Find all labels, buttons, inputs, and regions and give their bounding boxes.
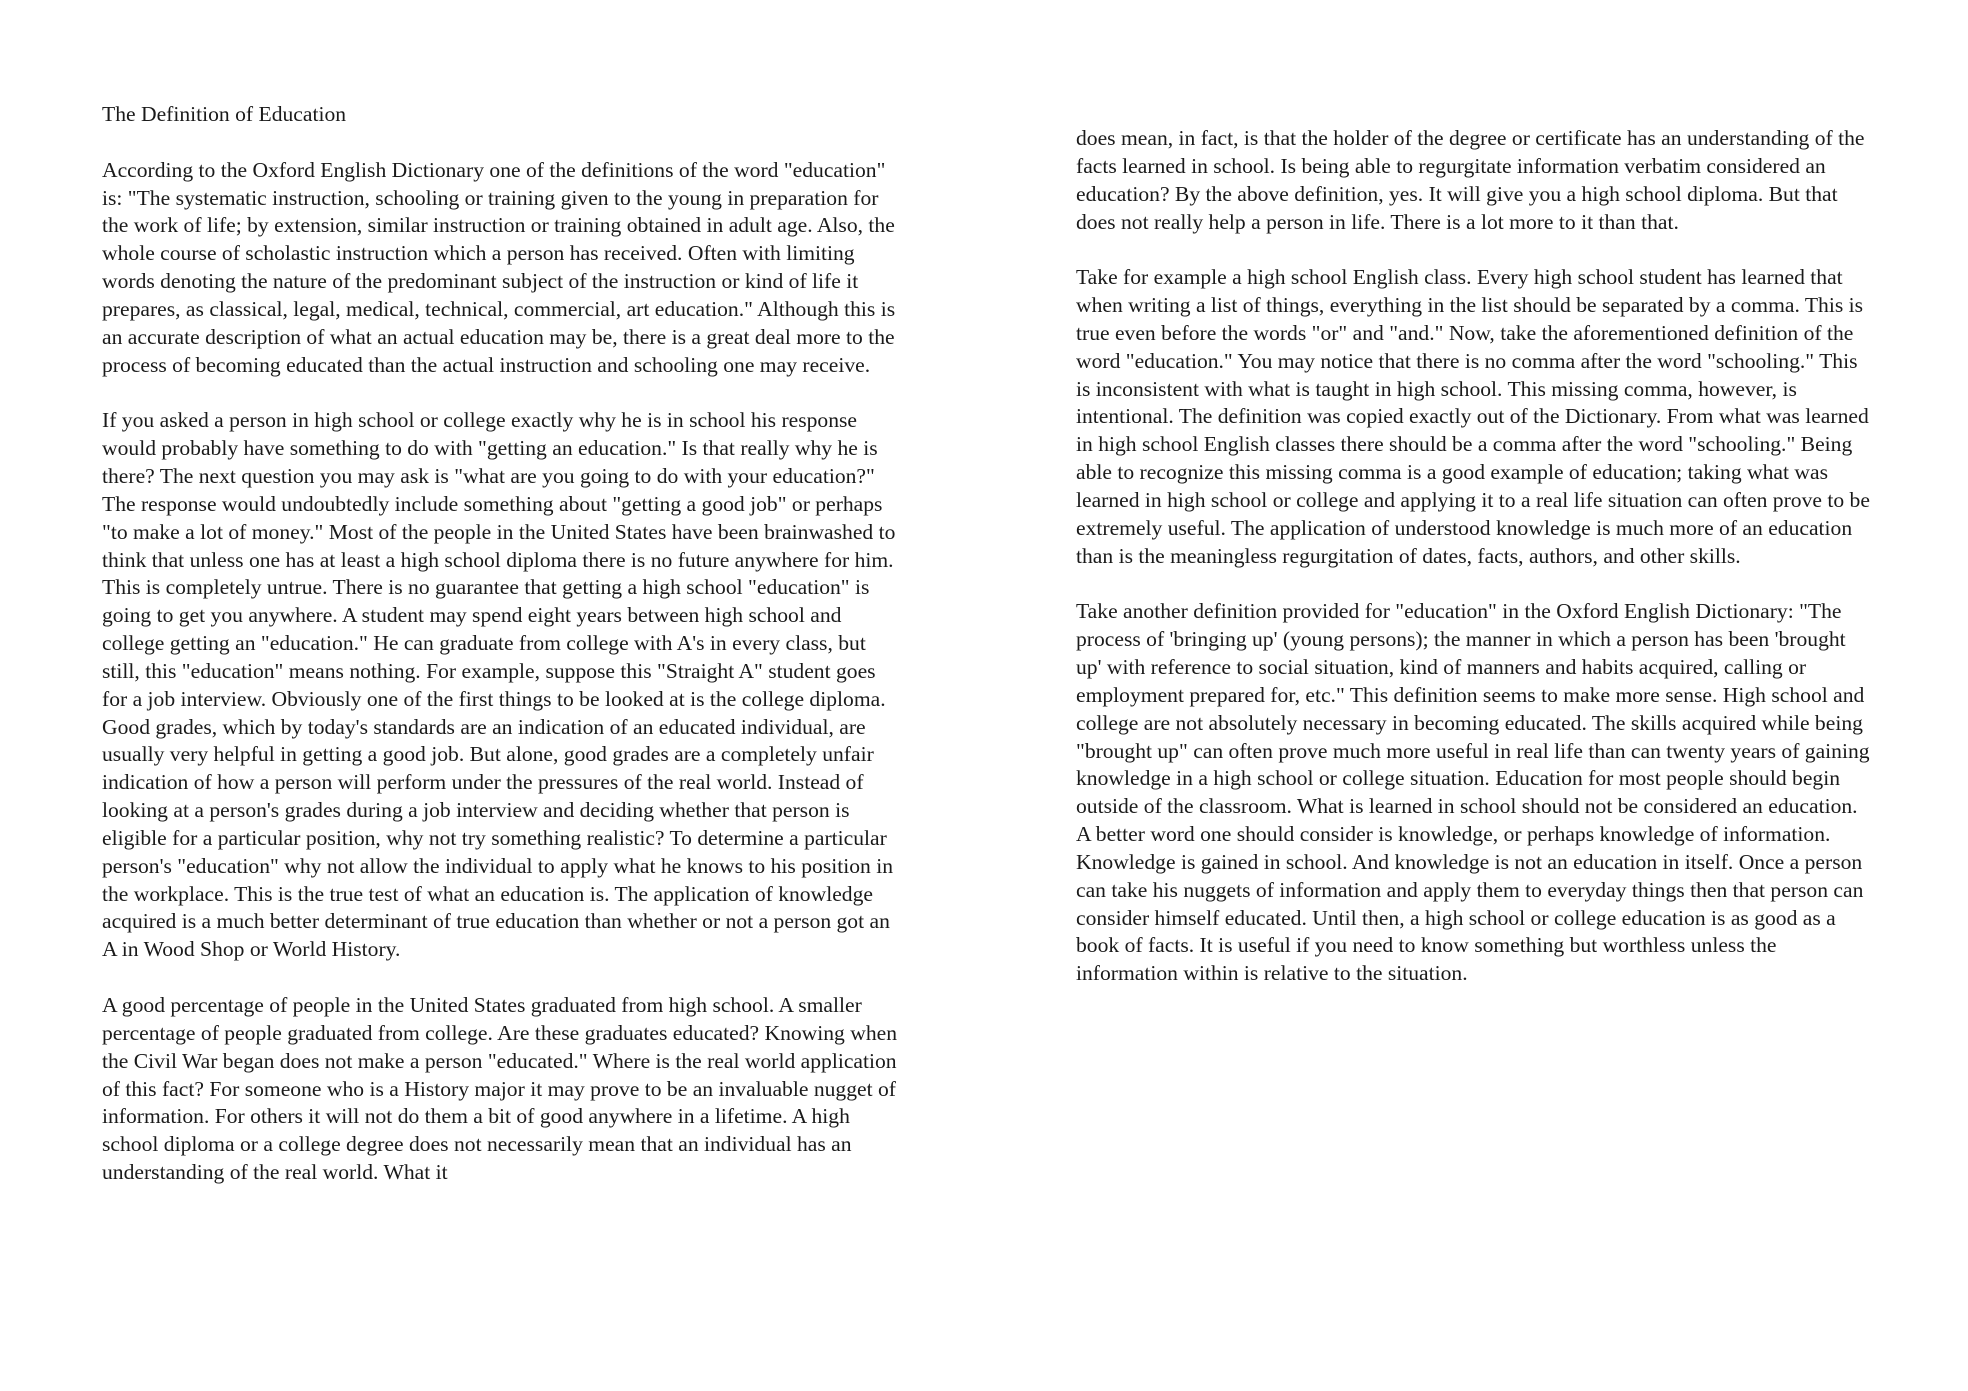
document-title: The Definition of Education [102,102,347,126]
paragraph: A good percentage of people in the United States graduated from high school. A smaller percentage of people graduated from college. Are these graduates educated? Knowing when the Civil War began does not make a person "educated." Where is the real world application of this fact? For someone who is a History major it may prove to be an invaluable nugget of information. For others it will not do them a bit of good anywhere in a lifetime. A high school diploma or a college degree does not necessarily mean that an individual has an understanding of the real world. What it [102,993,898,1185]
paragraph: According to the Oxford English Dictionary one of the definitions of the word "education" is: "The systematic instruction, schooling or training given to the young in preparation for the work of life; by extension, similar instruction or training obtained in adult age. Also, the whole course of scholastic instruction which a person has received. Often with limiting words denoting the nature of the predominant subject of the instruction or kind of life it prepares, as classical, legal, medical, technical, commercial, art education." Although this is an accurate description of what an actual education may be, there is a great deal more to the process of becoming educated than the actual instruction and schooling one may receive. [102,157,896,377]
paragraph: If you asked a person in high school or college exactly why he is in school his response would probably have something to do with "getting an education." Is that really why he is there? The next question you may ask is "what are you going to do with your education?" The response would undoubtedly include something about "getting a good job" or perhaps "to make a lot of money." Most of the people in the United States have been brainwashed to think that unless one has at least a high school diploma there is no future anywhere for him. This is completely untrue. There is no guarantee that getting a high school "education" is going to get you anywhere. A student may spend eight years between high school and college getting an "education." He can graduate from college with A's in every class, but still, this "education" means nothing. For example, suppose this "Straight A" student goes for a job interview. Obviously one of the first things to be looked at is the college diploma. Good grades, which by today's standards are an indication of an educated individual, are usually very helpful in getting a good job. But alone, good grades are a completely unfair indication of how a person will perform under the pressures of the real world. Instead of looking at a person's grades during a job interview and deciding whether that person is eligible for a particular position, why not try something realistic? To determine a particular person's "education" why not allow the individual to apply what he knows to his position in the workplace. This is the true test of what an education is. The application of knowledge acquired is a much better determinant of true education than whether or not a person got an A in Wood Shop or World History. [102,408,896,962]
paragraph: Take for example a high school English class. Every high school student has learned that when writing a list of things, everything in the list should be separated by a comma. This is true even before the words "or" and "and." Now, take the aforementioned definition of the word "education." You may notice that there is no comma after the word "schooling." This is inconsistent with what is taught in high school. This missing comma, however, is intentional. The definition was copied exactly out of the Dictionary. From what was learned in high school English classes there should be a comma after the word "schooling." Being able to recognize this missing comma is a good example of education; taking what was learned in high school or college and applying it to a real life situation can often prove to be extremely useful. The application of understood knowledge is much more of an education than is the meaningless regurgitation of dates, facts, authors, and other skills. [1076,265,1870,568]
paragraph: does mean, in fact, is that the holder of the degree or certificate has an understanding of the facts learned in school. Is being able to regurgitate information verbatim considered an education? By the above definition, yes. It will give you a high school diploma. But that does not really help a person in life. There is a lot more to it than that. [1076,126,1865,234]
right-column [1076,125,1876,1016]
left-column [102,101,902,1215]
paragraph: Take another definition provided for "education" in the Oxford English Dictionary: "The process of 'bringing up' (young persons); the manner in which a person has been 'brought up' with reference to social situation, kind of manners and habits acquired, calling or employment prepared for, etc." This definition seems to make more sense. High school and college are not absolutely necessary in becoming educated. The skills acquired while being "brought up" can often prove much more useful in real life than can twenty years of gaining knowledge in a high school or college situation. Education for most people should begin outside of the classroom. What is learned in school should not be considered an education. A better word one should consider is knowledge, or perhaps knowledge of information. Knowledge is gained in school. And knowledge is not an education in itself. Once a person can take his nuggets of information and apply them to everyday things then that person can consider himself educated. Until then, a high school or college education is as good as a book of facts. It is useful if you need to know something but worthless unless the information within is relative to the situation. [1076,599,1870,986]
